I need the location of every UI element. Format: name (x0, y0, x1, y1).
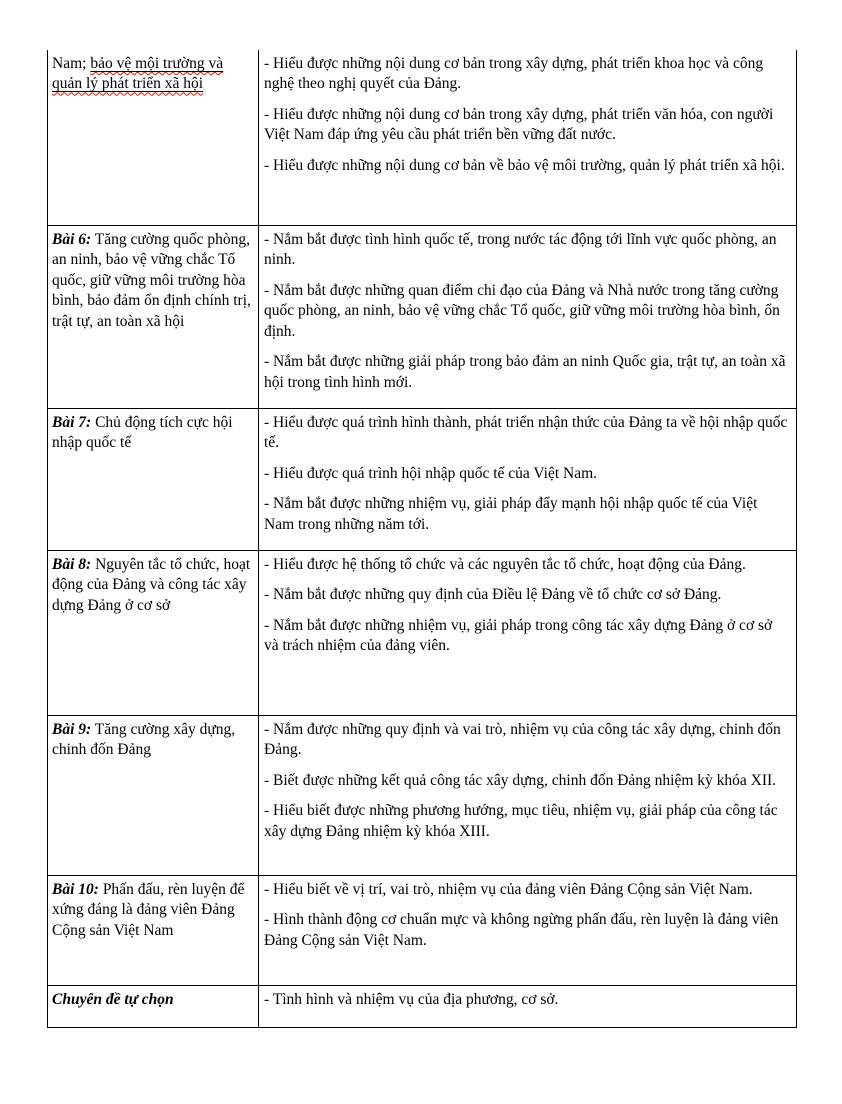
objective-item: - Nắm bắt được những nhiệm vụ, giải pháp đẩy mạnh hội nhập quốc tế của Việt Nam trong những năm tới. (264, 495, 758, 533)
objectives-cell (259, 226, 796, 408)
lesson-title-cell (48, 409, 259, 550)
table-row (48, 226, 796, 409)
lesson-number-label: Bài 6: (52, 231, 92, 248)
lesson-title-cell (48, 551, 259, 715)
table-row (48, 50, 796, 226)
objective-item: - Tình hình và nhiệm vụ của địa phương, cơ sở. (264, 991, 559, 1008)
curriculum-table (47, 50, 797, 1028)
objective-item: - Hiểu được hệ thống tổ chức và các nguyên tắc tổ chức, hoạt động của Đảng. (264, 556, 746, 573)
lesson-title-text: Chủ động tích cực hội nhập quốc tế (52, 414, 233, 452)
table-row (48, 716, 796, 876)
table-row (48, 986, 796, 1028)
lesson-title-text: Tăng cường xây dựng, chinh đốn Đảng (52, 721, 236, 759)
lesson-title-cell (48, 876, 259, 985)
objective-item: - Nắm bắt được những giải pháp trong bảo đảm an ninh Quốc gia, trật tự, an toàn xã hội trong tình hình mới. (264, 353, 786, 391)
underlined-text: bảo vệ mội trường và quản lý phát triển xã hội (52, 55, 224, 93)
lesson-title-continuation: Nam; (52, 55, 91, 72)
lesson-number-label: Bài 8: (52, 556, 92, 573)
table-row (48, 551, 796, 716)
lesson-title-text: Phấn đấu, rèn luyện để xứng đáng là đảng viên Đảng Cộng sản Việt Nam (52, 881, 245, 939)
lesson-title-text: Nguyên tắc tổ chức, hoạt động của Đảng và công tác xây dựng Đảng ở cơ sở (52, 556, 251, 614)
objective-item: - Nắm được những quy định và vai trò, nhiệm vụ của công tác xây dựng, chinh đốn Đảng. (264, 721, 781, 759)
lesson-title-cell (48, 986, 259, 1027)
objectives-cell (259, 986, 796, 1027)
table-row (48, 876, 796, 986)
lesson-number-label: Bài 10: (52, 881, 99, 898)
objective-item: - Hình thành động cơ chuẩn mực và không ngừng phấn đấu, rèn luyện là đảng viên Đảng Cộng sản Việt Nam. (264, 911, 779, 949)
objectives-cell (259, 551, 796, 715)
lesson-number-label: Bài 9: (52, 721, 92, 738)
objective-item: - Nắm bắt được những quan điểm chi đạo của Đảng và Nhà nước trong tăng cường quốc phòng, an ninh, bảo vệ vững chắc Tổ quốc, giữ vững môi trường hòa bình, ổn định. (264, 281, 780, 340)
elective-topic-label: Chuyên đề tự chọn (52, 991, 174, 1008)
objective-item: - Hiểu được những nội dung cơ bản trong xây dựng, phát triển văn hóa, con người Việt Nam đáp ứng yêu cầu phát triển bền vững đất nước. (264, 105, 774, 144)
objective-item: - Hiểu được quá trình hình thành, phát triển nhận thức của Đảng ta về hội nhập quốc tế. (264, 414, 788, 452)
objective-item: - Hiểu được quá trình hội nhập quốc tế của Việt Nam. (264, 464, 598, 482)
objectives-cell (259, 876, 796, 985)
objective-item: - Hiểu được những nội dung cơ bản trong xây dựng, phát triển khoa học và công nghệ theo nghị quyết của Đảng. (264, 55, 764, 93)
objective-item: - Hiểu được những nội dung cơ bản về bảo vệ môi trường, quản lý phát triển xã hội. (264, 156, 785, 174)
lesson-title-cell (48, 226, 259, 408)
lesson-number-label: Bài 7: (52, 414, 92, 431)
table-row (48, 409, 796, 551)
objectives-cell (259, 716, 796, 875)
lesson-title-cell (48, 716, 259, 875)
objective-item: - Nắm bắt được những nhiệm vụ, giải pháp trong công tác xây dựng Đảng ở cơ sở và trách nhiệm của đảng viên. (264, 616, 773, 655)
objective-item: - Nắm bắt được tình hình quốc tế, trong nước tác động tới lĩnh vực quốc phòng, an ninh. (264, 231, 777, 269)
objective-item: - Nắm bắt được những quy định của Điều lệ Đảng về tổ chức cơ sở Đảng. (264, 586, 722, 604)
lesson-title-cell (48, 50, 259, 225)
objective-item: - Hiểu biết được những phương hướng, mục tiêu, nhiệm vụ, giải pháp của công tác xây dựng Đảng nhiệm kỳ khóa XIII. (264, 802, 778, 840)
objectives-cell (259, 409, 796, 550)
objective-item: - Biết được những kết quả công tác xây dựng, chinh đốn Đảng nhiệm kỳ khóa XII. (264, 771, 777, 789)
lesson-title-text: Tăng cường quốc phòng, an ninh, bảo vệ vững chắc Tổ quốc, giữ vững môi trường hòa bình, bảo đảm ổn định chính trị, trật tự, an toàn xã hội (52, 231, 251, 330)
objectives-cell (259, 50, 796, 225)
objective-item: - Hiểu biết về vị trí, vai trò, nhiệm vụ của đảng viên Đảng Cộng sản Việt Nam. (264, 881, 753, 898)
